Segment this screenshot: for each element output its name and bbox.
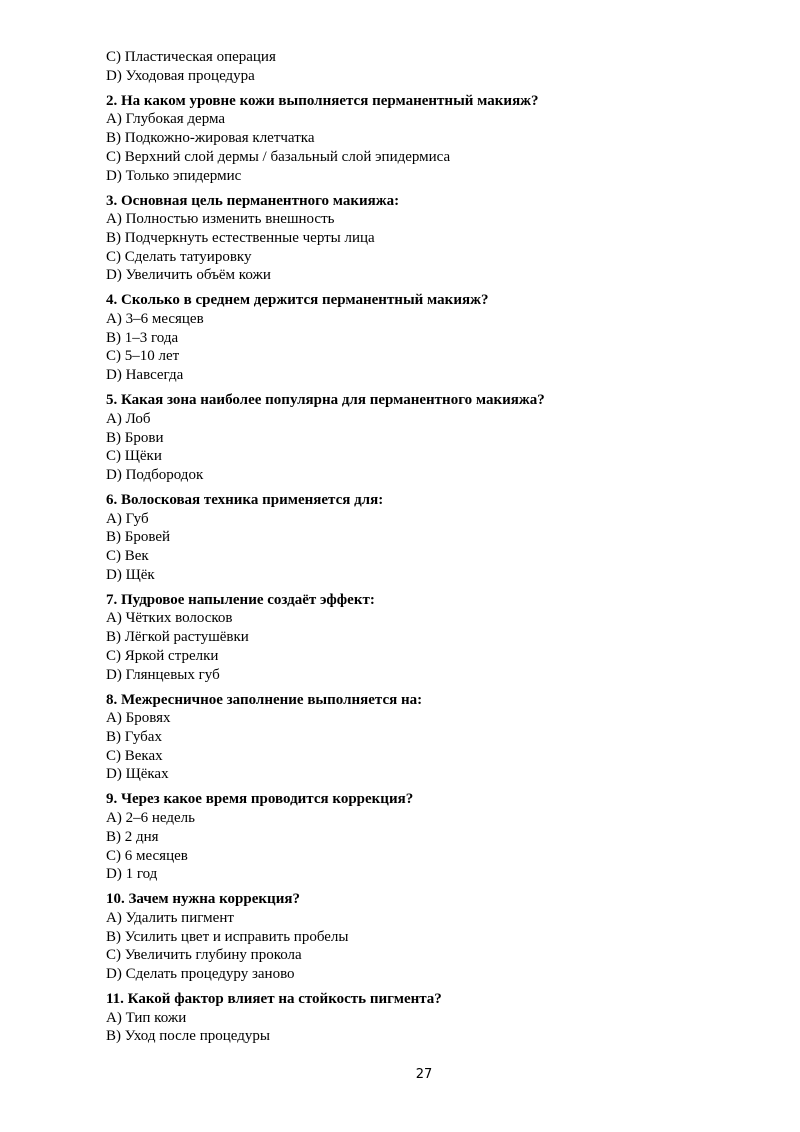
answer-option: B) Лёгкой растушёвки [106,629,249,646]
answer-option: C) Сделать татуировку [106,248,252,265]
answer-option: A) Полностью изменить внешность [106,211,335,228]
question-block [106,391,706,485]
answer-option: B) 1–3 года [106,329,179,346]
answer-option: B) Подкожно-жировая клетчатка [106,130,315,147]
question-title: 3. Основная цель перманентного макияжа: [106,192,400,209]
answer-option: D) Щёк [106,566,155,583]
question-block [106,491,706,585]
answer-option: A) Чётких волосков [106,610,233,627]
answer-option: A) 2–6 недель [106,810,195,827]
answer-option: C) 5–10 лет [106,348,180,365]
question-block [106,591,706,685]
answer-option: A) 3–6 месяцев [106,311,204,328]
answer-option: D) Навсегда [106,367,184,384]
answer-option: A) Глубокая дерма [106,111,226,128]
answer-option: C) Увеличить глубину прокола [106,947,302,964]
answer-option: D) Уходовая процедура [106,67,255,84]
answer-option: D) 1 год [106,866,158,883]
answer-option: D) Увеличить объём кожи [106,267,271,284]
question-title: 11. Какой фактор влияет на стойкость пигмента? [106,991,442,1008]
question-title: 8. Межресничное заполнение выполняется на: [106,691,423,708]
answer-option: D) Подбородок [106,466,204,483]
answer-option: C) Верхний слой дермы / базальный слой эпидермиса [106,148,451,165]
answer-option: D) Щёках [106,766,169,783]
answer-option: C) Щёки [106,448,162,465]
answer-option: B) Подчеркнуть естественные черты лица [106,229,375,246]
document-page [106,48,706,1052]
answer-option: A) Лоб [106,410,151,427]
question-block [106,192,706,286]
question-title: 2. На каком уровне кожи выполняется перманентный макияж? [106,92,539,109]
question-title: 10. Зачем нужна коррекция? [106,891,300,908]
question-title: 6. Волосковая техника применяется для: [106,491,384,508]
question-block [106,691,706,785]
page-number: 27 [415,1067,433,1082]
question-title: 7. Пудровое напыление создаёт эффект: [106,591,375,608]
answer-option: A) Удалить пигмент [106,909,234,926]
question-block [106,92,706,186]
question-title: 9. Через какое время проводится коррекция? [106,791,414,808]
question-title: 5. Какая зона наиболее популярна для перманентного макияжа? [106,392,545,409]
answer-option: A) Бровях [106,710,171,727]
answer-option: B) Уход после процедуры [106,1028,270,1045]
answer-option: C) Пластическая операция [106,49,276,65]
question-title: 4. Сколько в среднем держится перманентный макияж? [106,292,489,309]
answer-option: B) 2 дня [106,828,159,845]
answer-option: D) Только эпидермис [106,167,242,184]
answer-option: A) Тип кожи [106,1009,187,1026]
carryover-options [106,48,706,85]
answer-option: C) Яркой стрелки [106,647,219,664]
question-block [106,990,706,1046]
answer-option: C) Век [106,548,149,565]
question-block [106,291,706,385]
answer-option: D) Глянцевых губ [106,666,220,683]
answer-option: B) Губах [106,728,162,745]
answer-option: D) Сделать процедуру заново [106,966,295,983]
answer-option: C) 6 месяцев [106,847,188,864]
answer-option: B) Бровей [106,529,171,546]
answer-option: C) Веках [106,747,163,764]
answer-option: B) Усилить цвет и исправить пробелы [106,928,349,945]
question-block [106,790,706,884]
question-block [106,890,706,984]
answer-option: B) Брови [106,429,164,446]
answer-option: A) Губ [106,510,149,527]
